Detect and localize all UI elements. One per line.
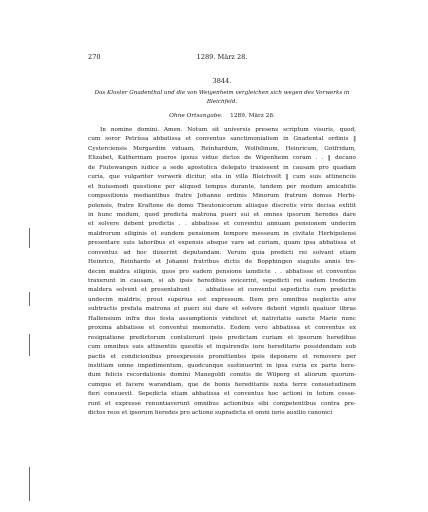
text-line: decim maldra siliginis, quos pro eadem pensione iamdicte . . abbatisse et conventus <box>88 268 356 275</box>
text-line: cum soror Petrissa abbatissa et conventus sanctimonialium in Gnadental ordinis ‖ <box>88 136 356 143</box>
text-line: polensis, fratre Kraftone de domo Theutonicorum aliisque discretis viris decisa extitit <box>88 202 356 209</box>
margin-mark <box>29 467 30 501</box>
text-line: institiam omne impedimentum, quodcunque sustinuerint in ipsa curia ex parte here- <box>88 362 356 369</box>
document-summary <box>88 89 356 106</box>
text-line: traxerunt in causam, si ab ipsis heredibus evicerint, sepedicti rei eadem tredecim <box>88 278 356 284</box>
text-line: conventus ad hoc duxerint deputandam. Verum quia predicti rei solvant etiam <box>88 249 356 256</box>
text-line: et huiusmodi questione per aliquod tempus durante, tandem per modum amicabilis <box>88 183 356 190</box>
margin-mark <box>29 292 30 306</box>
text-line: fieri consuevit. Sepedicta etiam abbatissa et conventus hoc actioni in totum cesse- <box>88 391 356 398</box>
summary-line: Das Kloster Gnadenthal und die von Weigenheim vergleichen sich wegen des Vorwerks in <box>94 90 350 96</box>
charter-text <box>88 126 356 419</box>
text-line: dum felicis recordationis domini Manegoldi comitis de Wilperg et aliorum quorum- <box>88 372 356 379</box>
text-line: dictos reos et ipsorum heredes pro actione supradicta et omni iuris auxilio canonici <box>88 410 333 417</box>
text-line: Hallensium infra duo festa assumptionis videlicet et nativitatis sancte Marie nunc <box>88 315 356 322</box>
text-line: cum omnibus suis attinentiis quesitis et inquirendis iure hereditario possidendam sub <box>88 344 356 351</box>
page-number: 270 <box>88 53 101 61</box>
text-line: curia, que vulgariter vorwerk dicitur, sita in villa Bleichvelt ‖ cum suis attinenciis <box>88 174 356 181</box>
text-line: Elizabet, Katherinam pueros ipsius vidue dictos de Wigenheim coram . . ‖ decano <box>88 155 356 162</box>
source-note <box>88 113 356 119</box>
margin-mark <box>29 334 30 356</box>
text-line: resignatione predictorum contulerunt ipsis predictam curiam et ipsorum heredibus <box>88 334 356 341</box>
text-line: cumque et facere warandiam, que de bonis hereditariis iuxta terre consuetudinem <box>88 381 356 388</box>
summary-line: Bleichfeld. <box>206 98 238 105</box>
margin-mark <box>29 228 30 248</box>
running-head-date: 1289. März 28. <box>196 53 248 61</box>
document-number: 3844. <box>212 77 232 85</box>
text-line: presentare suis laboribus et expensis absque vare ad curiam, quam ipsa abbatissa et <box>88 240 356 247</box>
text-line: pactis et condicionibus preexpressis promittentes ipsis deponere et removere per <box>88 353 356 360</box>
text-line: proxima abbatisse et conventui memoratis. Eedem vero abbatissa et conventus ex <box>88 325 356 332</box>
text-line: maldrorum siliginis et eundem pensionem tempore messeum in civitate Herbipolensi <box>88 230 356 237</box>
text-line: In nomine domini. Amen. Notum sit universis presens scriptum visuris, quod, <box>100 127 356 133</box>
text-line: undecim maldris, prout superius est expressum. Item pro omnibus neglectis aive <box>88 296 356 303</box>
text-line: maldera solvent et presentabunt . . abbatisse et conventui sepedictis cum predictis <box>88 287 356 294</box>
text-line: Heinrico, Reinhardo et Johanni fratribus dictis de Bopphingen siugulis annis tre- <box>88 259 356 266</box>
text-line: de Fiutewangen iudice a sede apostolica delegato traxissent in causam pro quadam <box>88 164 356 171</box>
text-line: et solvere debent predictis . . abbatisse et conventui annuam pensionem undecim <box>88 221 356 228</box>
text-line: in hunc modum, quod predicta matrona pueri sui et omnes ipsorum heredes dare <box>88 211 356 218</box>
source-label: Ohne Ortsangabe. <box>169 113 223 119</box>
running-head <box>88 53 356 63</box>
source-date: 1289. März 28. <box>230 113 275 119</box>
text-line: subtractis prefata matrona et pueri sui dare et solvere debent viginti quatuor libras <box>88 306 356 313</box>
text-line: Cysterciensis Mergardim viduam, Reinhardum, Wolfelinum, Heinricum, Gotfridum, <box>88 145 356 152</box>
text-line: compositionis mediantibus fratre Johanne ordinis Minorum fratrum domus Herbi- <box>88 193 356 200</box>
text-line: runt et expresse renuntiaverunt omnibus actionibus sibi competentibus contra pre- <box>88 400 356 407</box>
